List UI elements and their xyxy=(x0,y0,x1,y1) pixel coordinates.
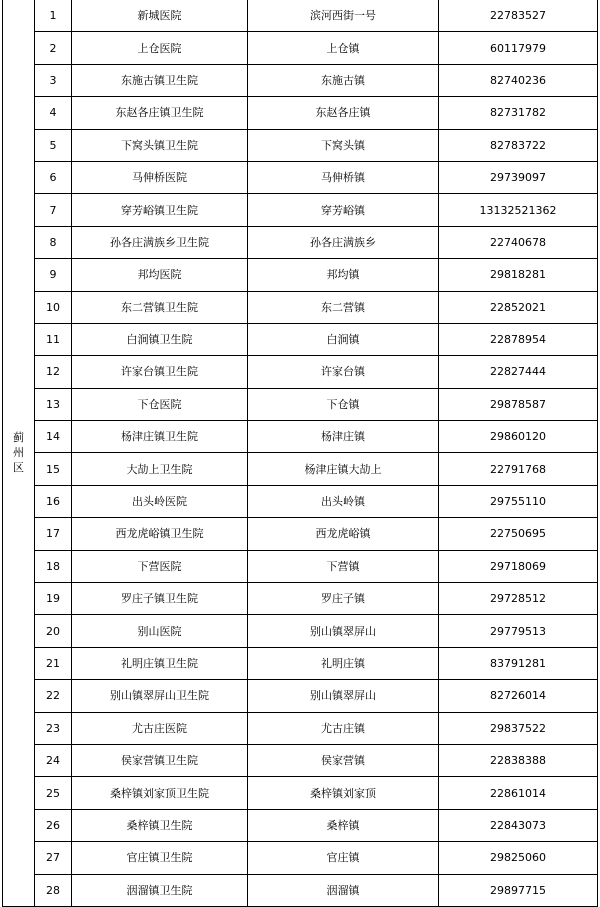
hospital-address: 罗庄子镇 xyxy=(248,583,439,615)
table-row xyxy=(3,388,598,420)
hospital-address: 孙各庄满族乡 xyxy=(248,226,439,258)
table-row xyxy=(3,421,598,453)
hospital-phone: 22852021 xyxy=(439,291,598,323)
row-number: 3 xyxy=(35,64,72,96)
table-row xyxy=(3,874,598,906)
row-number: 8 xyxy=(35,226,72,258)
hospital-phone: 82726014 xyxy=(439,680,598,712)
hospital-address: 礼明庄镇 xyxy=(248,647,439,679)
hospital-address: 尤古庄镇 xyxy=(248,712,439,744)
row-number: 28 xyxy=(35,874,72,906)
row-number: 5 xyxy=(35,129,72,161)
hospital-address: 出头岭镇 xyxy=(248,485,439,517)
row-number: 11 xyxy=(35,323,72,355)
hospital-address: 下营镇 xyxy=(248,550,439,582)
hospital-address: 东二营镇 xyxy=(248,291,439,323)
hospital-phone: 60117979 xyxy=(439,32,598,64)
hospital-address: 杨津庄镇大劼上 xyxy=(248,453,439,485)
hospital-address: 西龙虎峪镇 xyxy=(248,518,439,550)
hospital-address: 东施古镇 xyxy=(248,64,439,96)
hospital-name: 西龙虎峪镇卫生院 xyxy=(72,518,248,550)
hospital-name: 官庄镇卫生院 xyxy=(72,842,248,874)
hospital-phone: 29897715 xyxy=(439,874,598,906)
hospital-name: 别山医院 xyxy=(72,615,248,647)
hospital-name: 下营医院 xyxy=(72,550,248,582)
hospital-name: 东赵各庄镇卫生院 xyxy=(72,97,248,129)
table-row xyxy=(3,583,598,615)
hospital-name: 杨津庄镇卫生院 xyxy=(72,421,248,453)
hospital-phone: 22750695 xyxy=(439,518,598,550)
hospital-name: 下窝头镇卫生院 xyxy=(72,129,248,161)
row-number: 27 xyxy=(35,842,72,874)
hospital-phone: 29837522 xyxy=(439,712,598,744)
hospital-phone: 82731782 xyxy=(439,97,598,129)
table-row xyxy=(3,194,598,226)
hospital-address: 别山镇翠屏山 xyxy=(248,615,439,647)
row-number: 15 xyxy=(35,453,72,485)
row-number: 9 xyxy=(35,259,72,291)
table-row xyxy=(3,64,598,96)
row-number: 26 xyxy=(35,809,72,841)
row-number: 21 xyxy=(35,647,72,679)
hospital-phone: 29728512 xyxy=(439,583,598,615)
row-number: 13 xyxy=(35,388,72,420)
hospital-name: 尤古庄医院 xyxy=(72,712,248,744)
district-label: 蓟州区 xyxy=(13,431,24,475)
table-row xyxy=(3,647,598,679)
table-row xyxy=(3,744,598,776)
row-number: 22 xyxy=(35,680,72,712)
hospital-name: 孙各庄满族乡卫生院 xyxy=(72,226,248,258)
hospital-name: 桑梓镇卫生院 xyxy=(72,809,248,841)
table-row xyxy=(3,226,598,258)
hospital-phone: 29739097 xyxy=(439,161,598,193)
hospital-address: 别山镇翠屏山 xyxy=(248,680,439,712)
hospital-address: 滨河西街一号 xyxy=(248,0,439,32)
table-row xyxy=(3,291,598,323)
table-row xyxy=(3,129,598,161)
hospital-table xyxy=(2,0,598,907)
hospital-address: 杨津庄镇 xyxy=(248,421,439,453)
hospital-phone: 29860120 xyxy=(439,421,598,453)
hospital-name: 马伸桥医院 xyxy=(72,161,248,193)
hospital-table-body xyxy=(3,0,598,906)
hospital-phone: 22791768 xyxy=(439,453,598,485)
hospital-name: 下仓医院 xyxy=(72,388,248,420)
hospital-phone: 22827444 xyxy=(439,356,598,388)
hospital-phone: 22878954 xyxy=(439,323,598,355)
hospital-name: 穿芳峪镇卫生院 xyxy=(72,194,248,226)
district-cell xyxy=(3,0,35,906)
table-row xyxy=(3,161,598,193)
hospital-name: 洇溜镇卫生院 xyxy=(72,874,248,906)
hospital-name: 别山镇翠屏山卫生院 xyxy=(72,680,248,712)
hospital-address: 桑梓镇刘家顶 xyxy=(248,777,439,809)
row-number: 6 xyxy=(35,161,72,193)
row-number: 16 xyxy=(35,485,72,517)
table-row xyxy=(3,323,598,355)
table-row xyxy=(3,453,598,485)
hospital-address: 桑梓镇 xyxy=(248,809,439,841)
hospital-phone: 22838388 xyxy=(439,744,598,776)
hospital-address: 下窝头镇 xyxy=(248,129,439,161)
row-number: 12 xyxy=(35,356,72,388)
hospital-phone: 22740678 xyxy=(439,226,598,258)
hospital-phone: 29825060 xyxy=(439,842,598,874)
hospital-name: 白涧镇卫生院 xyxy=(72,323,248,355)
table-row xyxy=(3,777,598,809)
table-row xyxy=(3,485,598,517)
hospital-name: 桑梓镇刘家顶卫生院 xyxy=(72,777,248,809)
hospital-name: 礼明庄镇卫生院 xyxy=(72,647,248,679)
row-number: 4 xyxy=(35,97,72,129)
table-row xyxy=(3,615,598,647)
hospital-address: 下仓镇 xyxy=(248,388,439,420)
hospital-name: 大劼上卫生院 xyxy=(72,453,248,485)
hospital-name: 东二营镇卫生院 xyxy=(72,291,248,323)
hospital-address: 穿芳峪镇 xyxy=(248,194,439,226)
hospital-phone: 29878587 xyxy=(439,388,598,420)
hospital-address: 官庄镇 xyxy=(248,842,439,874)
hospital-address: 白涧镇 xyxy=(248,323,439,355)
hospital-phone: 22783527 xyxy=(439,0,598,32)
hospital-address: 东赵各庄镇 xyxy=(248,97,439,129)
hospital-phone: 29779513 xyxy=(439,615,598,647)
hospital-name: 上仓医院 xyxy=(72,32,248,64)
table-row xyxy=(3,842,598,874)
hospital-address: 马伸桥镇 xyxy=(248,161,439,193)
row-number: 17 xyxy=(35,518,72,550)
table-row xyxy=(3,680,598,712)
table-row xyxy=(3,809,598,841)
table-row xyxy=(3,550,598,582)
row-number: 2 xyxy=(35,32,72,64)
row-number: 1 xyxy=(35,0,72,32)
hospital-address: 上仓镇 xyxy=(248,32,439,64)
table-row xyxy=(3,0,598,32)
row-number: 25 xyxy=(35,777,72,809)
row-number: 23 xyxy=(35,712,72,744)
hospital-phone: 22861014 xyxy=(439,777,598,809)
row-number: 14 xyxy=(35,421,72,453)
table-row xyxy=(3,356,598,388)
hospital-phone: 82740236 xyxy=(439,64,598,96)
hospital-phone: 29755110 xyxy=(439,485,598,517)
hospital-name: 出头岭医院 xyxy=(72,485,248,517)
row-number: 24 xyxy=(35,744,72,776)
hospital-address: 许家台镇 xyxy=(248,356,439,388)
row-number: 18 xyxy=(35,550,72,582)
table-row xyxy=(3,259,598,291)
hospital-name: 东施古镇卫生院 xyxy=(72,64,248,96)
table-row xyxy=(3,32,598,64)
hospital-phone: 29718069 xyxy=(439,550,598,582)
hospital-phone: 22843073 xyxy=(439,809,598,841)
hospital-address: 侯家营镇 xyxy=(248,744,439,776)
hospital-address: 邦均镇 xyxy=(248,259,439,291)
row-number: 20 xyxy=(35,615,72,647)
row-number: 10 xyxy=(35,291,72,323)
hospital-name: 罗庄子镇卫生院 xyxy=(72,583,248,615)
hospital-name: 邦均医院 xyxy=(72,259,248,291)
table-row xyxy=(3,97,598,129)
table-row xyxy=(3,518,598,550)
hospital-phone: 83791281 xyxy=(439,647,598,679)
hospital-name: 侯家营镇卫生院 xyxy=(72,744,248,776)
hospital-address: 洇溜镇 xyxy=(248,874,439,906)
hospital-phone: 29818281 xyxy=(439,259,598,291)
hospital-phone: 82783722 xyxy=(439,129,598,161)
hospital-name: 许家台镇卫生院 xyxy=(72,356,248,388)
row-number: 19 xyxy=(35,583,72,615)
hospital-name: 新城医院 xyxy=(72,0,248,32)
table-row xyxy=(3,712,598,744)
row-number: 7 xyxy=(35,194,72,226)
hospital-phone: 13132521362 xyxy=(439,194,598,226)
